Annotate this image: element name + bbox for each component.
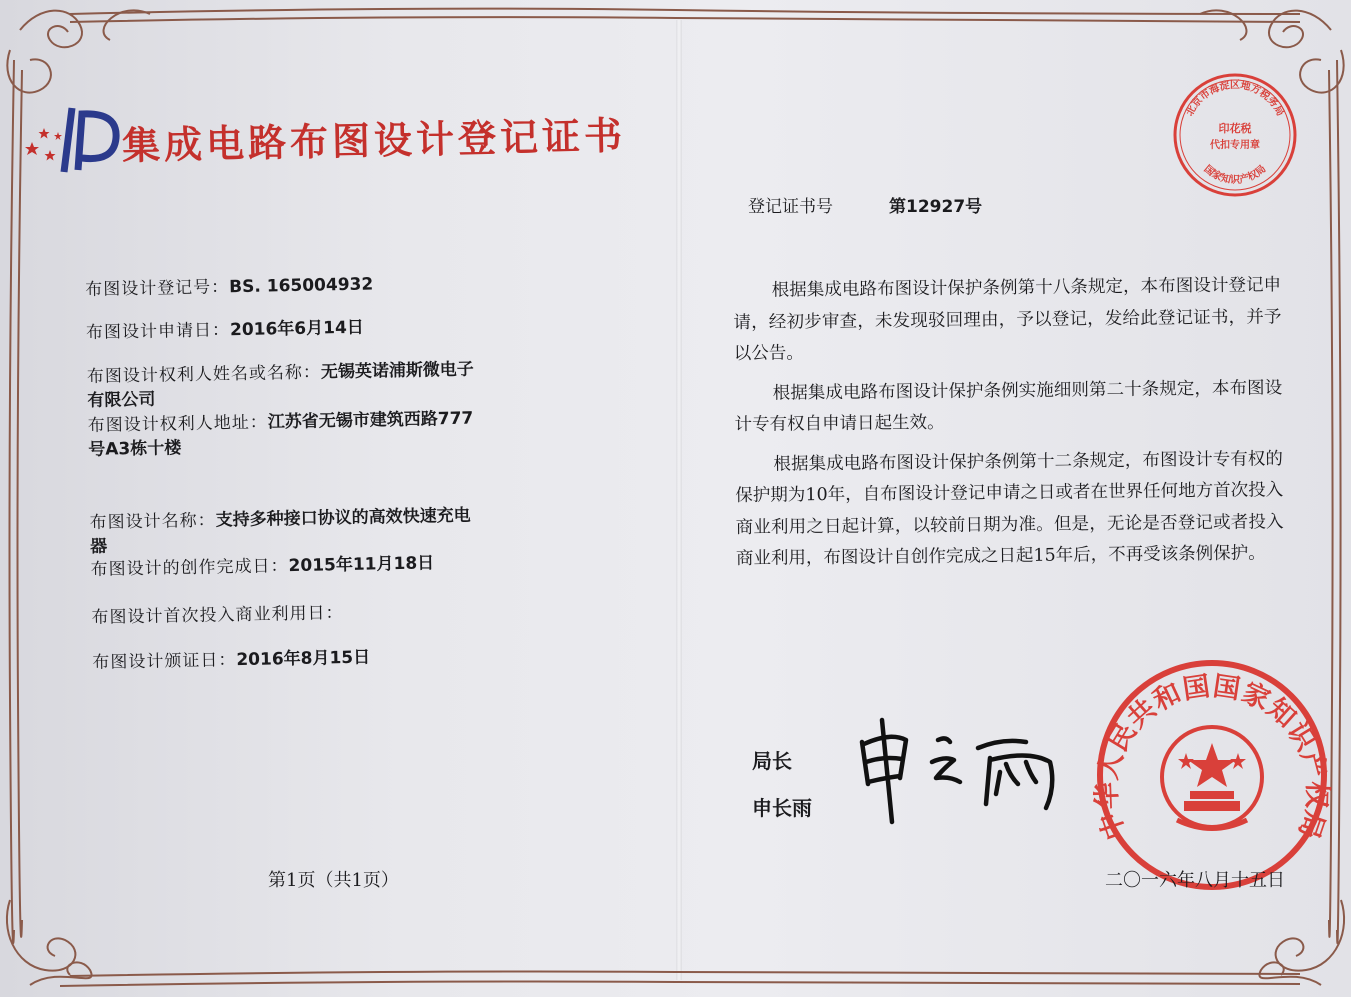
legal-paragraph-2: 根据集成电路布图设计保护条例实施细则第二十条规定，本布图设计专有权自申请日起生效。 xyxy=(734,377,1283,435)
field-label: 布图设计登记号： xyxy=(85,277,230,300)
center-fold xyxy=(676,20,682,980)
field-value-continued: 号A3栋十楼 xyxy=(88,438,182,460)
field-label: 布图设计权利人地址： xyxy=(87,412,269,436)
certificate-number-value: 第12927号 xyxy=(889,197,983,217)
tax-stamp-bottom-text: 国家知识产权局 xyxy=(1201,163,1269,186)
svg-text:国家知识产权局 xyxy=(1202,162,1269,186)
field-value: 2015年11月18日 xyxy=(288,553,435,577)
field-label: 布图设计的创作完成日： xyxy=(90,556,289,580)
field-value: BS. 165004932 xyxy=(229,274,374,298)
field-value-continued: 有限公司 xyxy=(87,389,156,411)
field-value-continued: 器 xyxy=(89,536,108,557)
field-label: 布图设计权利人姓名或名称： xyxy=(86,362,322,387)
field-value: 江苏省无锡市建筑西路777 xyxy=(267,408,474,433)
field-label: 布图设计申请日： xyxy=(85,320,231,343)
national-emblem-icon xyxy=(1162,727,1262,829)
field-value: 2016年6月14日 xyxy=(229,317,365,341)
official-seal xyxy=(1092,655,1332,895)
issue-date: 二〇一六年八月十五日 xyxy=(1105,870,1285,891)
tax-stamp-seal xyxy=(1170,70,1300,200)
certificate-number-label: 登记证书号 xyxy=(748,197,833,217)
field-label: 布图设计颁证日： xyxy=(92,650,237,673)
field-label: 布图设计名称： xyxy=(89,510,216,533)
legal-text xyxy=(733,270,1284,583)
director-block xyxy=(752,738,812,832)
field-value: 2016年8月15日 xyxy=(236,647,371,671)
tax-stamp-line1: 印花税 xyxy=(1218,122,1252,135)
director-title: 局长 xyxy=(752,749,792,773)
field-value: 无锡英诺浦斯微电子 xyxy=(320,359,475,383)
certificate-number xyxy=(748,192,982,217)
legal-paragraph-3: 根据集成电路布图设计保护条例第十二条规定，布图设计专有权的保护期为10年，自布图设计登记申请之日或者在世界任何地方首次投入商业利用之日起计算，以较前日期为准。但是，无论是否登记或者投入商业利用，布图设计自创作完成之日起15年后，不再受该条例保护。 xyxy=(735,448,1284,569)
certificate-title: 集成电路布图设计登记证书 xyxy=(121,112,627,168)
field-right-holder xyxy=(87,356,568,413)
legal-paragraph-1: 根据集成电路布图设计保护条例第十八条规定，本布图设计登记申请，经初步审查，未发现驳回理由，予以登记，发给此登记证书，并予以公告。 xyxy=(733,275,1282,364)
handwritten-signature xyxy=(850,712,1065,827)
tax-stamp-ring-text: 北京市海淀区地方税务局 xyxy=(1184,80,1286,119)
field-label: 布图设计首次投入商业利用日： xyxy=(91,603,344,628)
director-name: 申长雨 xyxy=(752,796,812,820)
official-seal-ring-text: 中华人民共和国国家知识产权局 xyxy=(1092,670,1332,844)
ipo-logo-icon xyxy=(20,100,125,180)
svg-text:北京市海淀区地方税务局 xyxy=(1184,78,1288,118)
page-number: 第1页（共1页） xyxy=(268,870,399,891)
tax-stamp-line2: 代扣专用章 xyxy=(1210,140,1260,151)
field-value: 支持多种接口协议的高效快速充电 xyxy=(215,505,471,531)
field-holder-address xyxy=(88,405,569,462)
